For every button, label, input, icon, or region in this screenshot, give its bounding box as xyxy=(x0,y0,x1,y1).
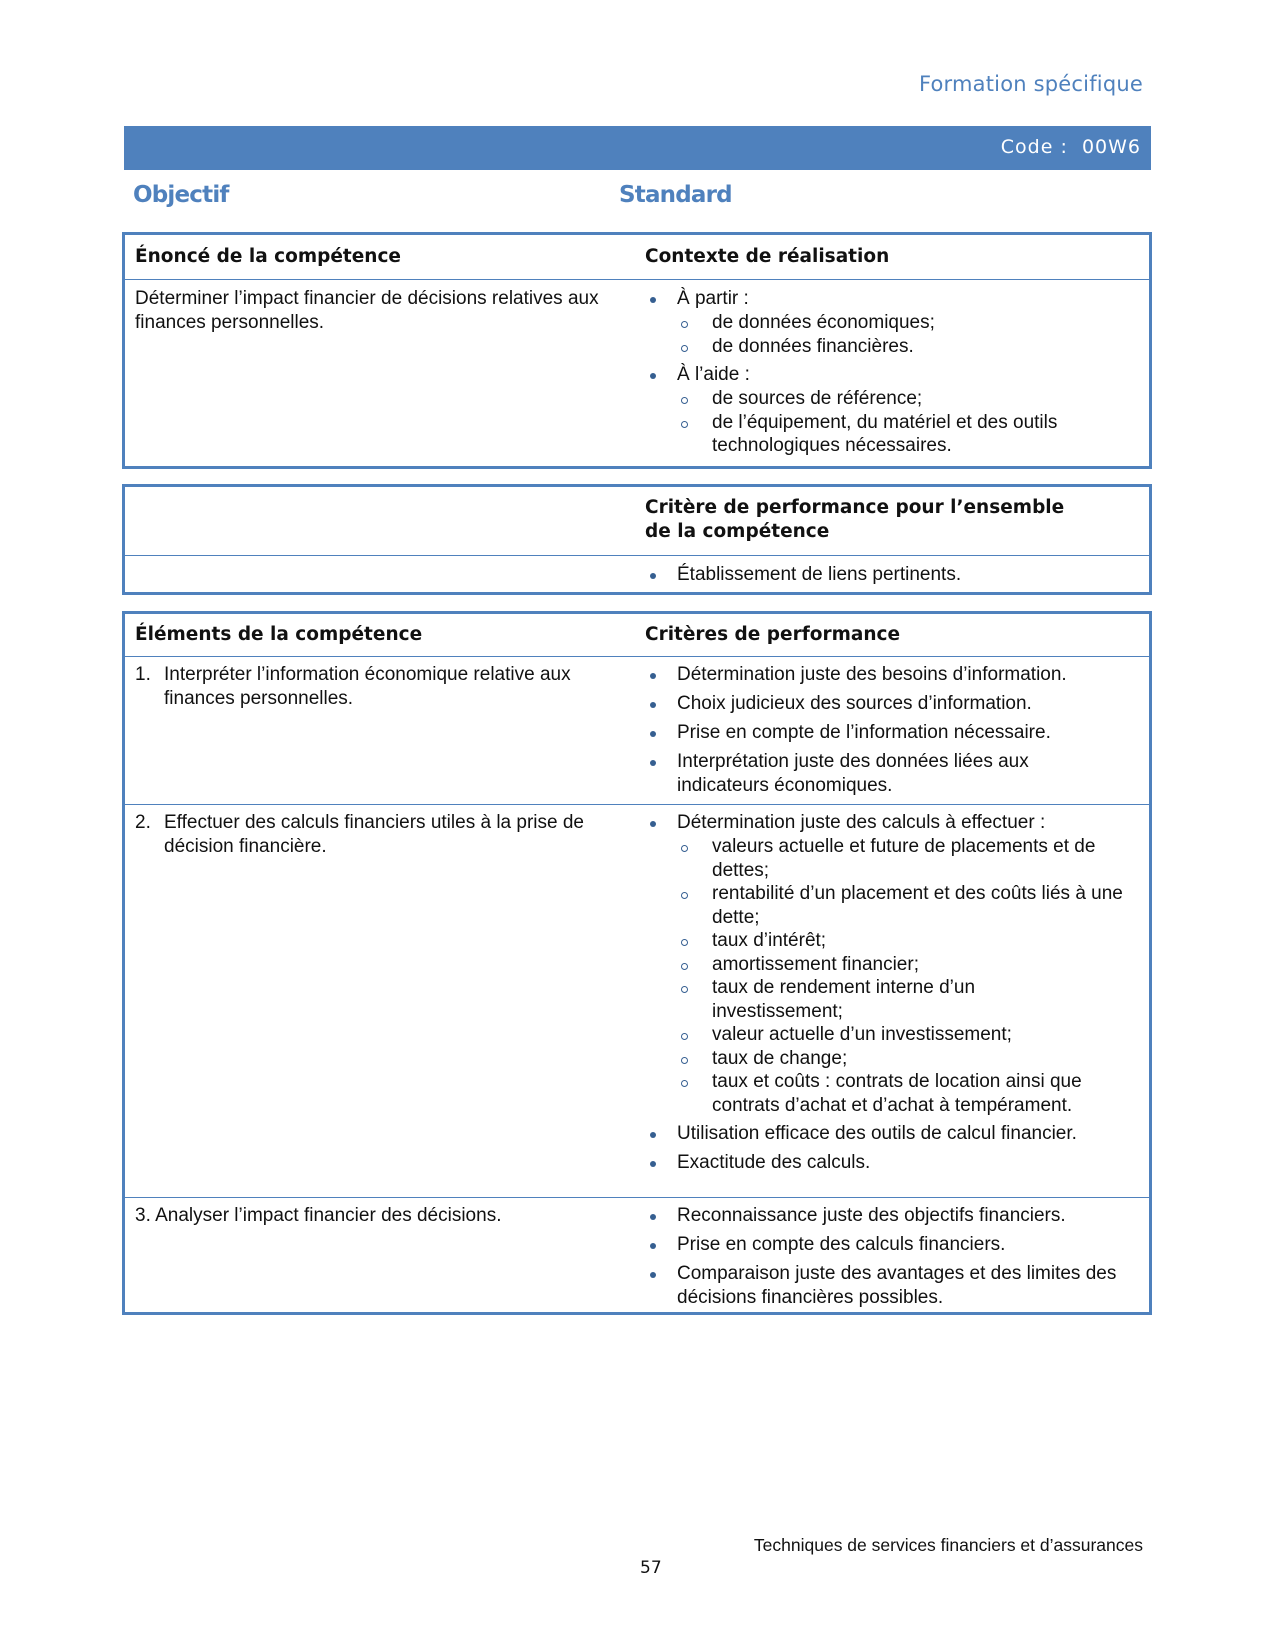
contexte-header: Contexte de réalisation xyxy=(645,246,890,267)
list-item: Détermination juste des calculs à effectuer : valeurs actuelle et future de placements et de dettes; rentabilité d’un placement et des coûts liés à une dette; taux d’intérêt; amortissement financier; taux de rendement interne d’un investissement; valeur actuelle d’un investissement; taux de change; taux et coûts : contrats de location ainsi que contrats d’achat et d’achat à tempérament. xyxy=(645,811,1141,1117)
list-item: Prise en compte des calculs financiers. xyxy=(645,1233,1141,1257)
contexte-bullets xyxy=(645,287,1141,458)
running-head: Formation spécifique xyxy=(918,72,1143,96)
sub-list-item: taux et coûts : contrats de location ainsi que contrats d’achat et d’achat à tempérament. xyxy=(677,1070,1141,1117)
critere-bullets xyxy=(645,563,1141,587)
page-number: 57 xyxy=(640,1558,662,1578)
table-row xyxy=(125,804,1149,1197)
criteres-header: Critères de performance xyxy=(645,624,901,645)
sub-list xyxy=(677,311,1141,358)
code-bar xyxy=(124,126,1151,170)
element-2: 2. Effectuer des calculs financiers utiles à la prise de décision financière. xyxy=(135,812,584,857)
sub-list-item: taux d’intérêt; xyxy=(677,929,1141,953)
sub-list-item: valeur actuelle d’un investissement; xyxy=(677,1023,1141,1047)
list-item: Reconnaissance juste des objectifs financiers. xyxy=(645,1204,1141,1228)
element-1: 1. Interpréter l’information économique relative aux finances personnelles. xyxy=(135,664,571,709)
standard-heading: Standard xyxy=(619,182,732,208)
enonce-text: Déterminer l’impact financier de décisions relatives aux finances personnelles. xyxy=(135,288,599,333)
list-item: Interprétation juste des données liées aux indicateurs économiques. xyxy=(645,750,1141,798)
element-3: 3. Analyser l’impact financier des décisions. xyxy=(135,1205,502,1226)
elements-header: Éléments de la compétence xyxy=(135,624,423,645)
contexte-list xyxy=(635,280,1149,464)
footer-program-title: Techniques de services financiers et d’assurances xyxy=(753,1535,1143,1555)
list-item: Prise en compte de l’information nécessaire. xyxy=(645,721,1141,745)
critere-ensemble-list xyxy=(635,556,1149,593)
empty-cell xyxy=(125,556,635,593)
criteres-list xyxy=(645,1204,1141,1310)
sub-list-item: de l’équipement, du matériel et des outils technologiques nécessaires. xyxy=(677,411,1141,458)
sub-list xyxy=(677,387,1141,458)
list-item: Détermination juste des besoins d’information. xyxy=(645,663,1141,687)
elements-criteres-table xyxy=(122,611,1152,1315)
list-item: Choix judicieux des sources d’information. xyxy=(645,692,1141,716)
sub-list-item: taux de rendement interne d’un investissement; xyxy=(677,976,1141,1023)
sub-list xyxy=(677,835,1141,1117)
sub-list-item: taux de change; xyxy=(677,1047,1141,1071)
sub-list-item: de sources de référence; xyxy=(677,387,1141,411)
enonce-contexte-table xyxy=(122,232,1152,469)
objectif-heading: Objectif xyxy=(133,182,229,208)
table-row xyxy=(125,1197,1149,1316)
list-item: À partir : de données économiques; de données financières. xyxy=(645,287,1141,358)
critere-ensemble-header: Critère de performance pour l’ensemble de la compétence xyxy=(645,497,1065,542)
sub-list-item: de données économiques; xyxy=(677,311,1141,335)
sub-list-item: valeurs actuelle et future de placements et de dettes; xyxy=(677,835,1141,882)
sub-list-item: amortissement financier; xyxy=(677,953,1141,977)
list-item: À l’aide : de sources de référence; de l’équipement, du matériel et des outils technologiques nécessaires. xyxy=(645,363,1141,458)
table-row xyxy=(125,656,1149,804)
enonce-header: Énoncé de la compétence xyxy=(135,246,401,267)
criteres-list xyxy=(645,811,1141,1175)
critere-ensemble-table xyxy=(122,484,1152,595)
competency-code: Code : 00W6 xyxy=(1000,136,1141,158)
empty-cell xyxy=(125,487,635,555)
list-item: Exactitude des calculs. xyxy=(645,1151,1141,1175)
list-item: Comparaison juste des avantages et des limites des décisions financières possibles. xyxy=(645,1262,1141,1310)
sub-list-item: rentabilité d’un placement et des coûts liés à une dette; xyxy=(677,882,1141,929)
sub-list-item: de données financières. xyxy=(677,335,1141,359)
list-item: Utilisation efficace des outils de calcul financier. xyxy=(645,1122,1141,1146)
criteres-list xyxy=(645,663,1141,798)
list-item: Établissement de liens pertinents. xyxy=(645,563,1141,587)
